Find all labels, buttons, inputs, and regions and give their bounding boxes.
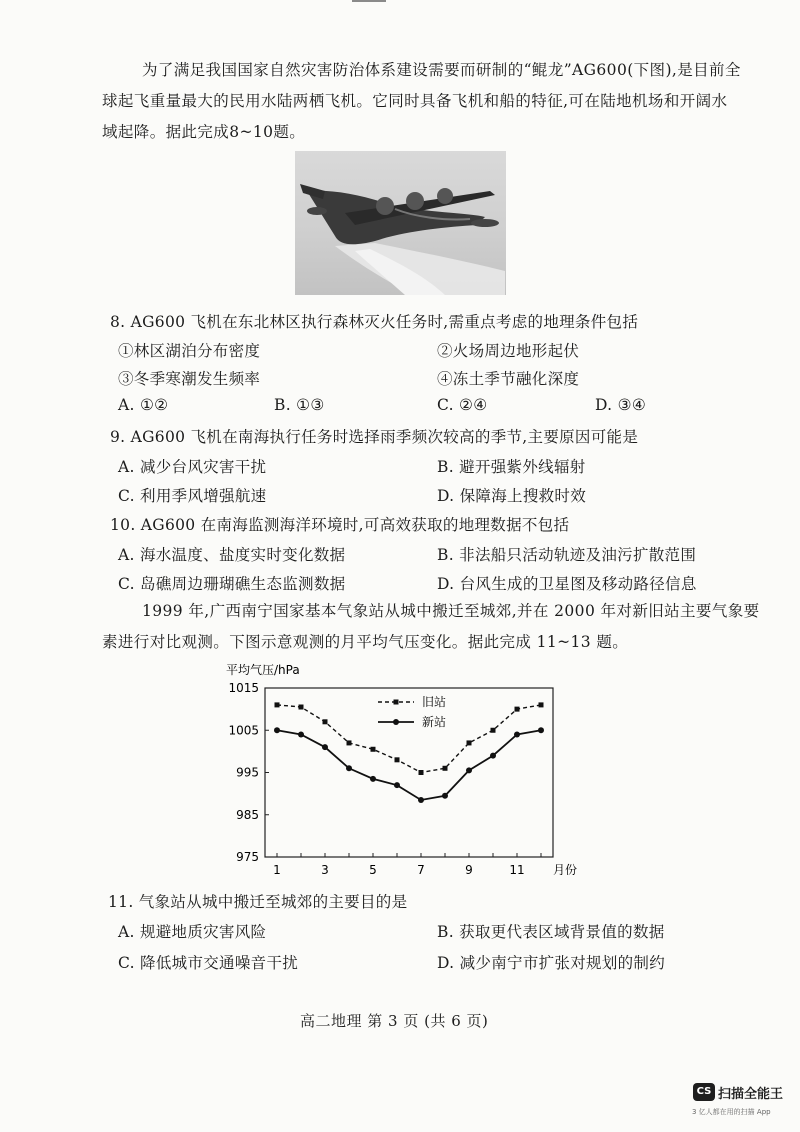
q8-item-1: ①林区湖泊分布密度 — [118, 342, 261, 360]
series-line-旧站 — [277, 705, 541, 773]
q8-option-d: D. ③④ — [595, 396, 647, 414]
data-point — [298, 731, 304, 737]
x-tick-label: 5 — [369, 863, 377, 877]
data-point — [539, 702, 544, 707]
y-axis-label: 平均气压/hPa — [226, 663, 300, 677]
data-point — [323, 719, 328, 724]
data-point — [395, 757, 400, 762]
q9-option-b: B. 避开强紫外线辐射 — [437, 458, 586, 476]
data-point — [370, 776, 376, 782]
data-point — [515, 707, 520, 712]
q10-option-b: B. 非法船只活动轨迹及油污扩散范围 — [437, 546, 697, 564]
q8-option-c: C. ②④ — [437, 396, 488, 414]
plot-frame — [265, 688, 553, 857]
legend-old-marker — [394, 700, 399, 705]
y-tick-label: 995 — [236, 765, 259, 780]
data-point — [419, 770, 424, 775]
question-8-stem: 8. AG600 飞机在东北林区执行森林灭火任务时,需重点考虑的地理条件包括 — [110, 313, 639, 331]
q8-option-b: B. ①③ — [274, 396, 325, 414]
intro2-line: 素进行对比观测。下图示意观测的月平均气压变化。据此完成 11~13 题。 — [102, 633, 629, 651]
q9-option-a: A. 减少台风灾害干扰 — [118, 458, 267, 476]
data-point — [418, 797, 424, 803]
q11-option-a: A. 规避地质灾害风险 — [118, 923, 267, 941]
aircraft-illustration — [295, 151, 506, 295]
data-point — [442, 793, 448, 799]
q8-option-a: A. ①② — [118, 396, 169, 414]
intro-line: 为了满足我国国家自然灾害防治体系建设需要而研制的“鲲龙”AG600(下图),是目前全 — [142, 61, 741, 79]
q8-item-3: ③冬季寒潮发生频率 — [118, 370, 261, 388]
y-tick-label: 975 — [236, 850, 259, 864]
page-footer: 高二地理 第 3 页 (共 6 页) — [300, 1012, 489, 1030]
series-line-新站 — [277, 730, 541, 800]
data-point — [490, 753, 496, 759]
data-point — [394, 782, 400, 788]
q11-option-d: D. 减少南宁市扩张对规划的制约 — [437, 954, 666, 972]
x-axis-label: 月份 — [553, 863, 578, 877]
q11-option-b: B. 获取更代表区域背景值的数据 — [437, 923, 665, 941]
x-tick-label: 1 — [273, 863, 281, 877]
q11-option-c: C. 降低城市交通噪音干扰 — [118, 954, 299, 972]
x-tick-label: 11 — [509, 863, 525, 877]
q9-option-d: D. 保障海上搜救时效 — [437, 487, 587, 505]
q8-item-4: ④冻土季节融化深度 — [437, 370, 580, 388]
legend-old-label: 旧站 — [422, 695, 447, 709]
x-tick-label: 9 — [465, 863, 473, 877]
camscanner-tagline: 3 亿人都在用的扫描 App — [692, 1108, 771, 1116]
x-tick-label: 7 — [417, 863, 425, 877]
question-11-stem: 11. 气象站从城中搬迁至城郊的主要目的是 — [108, 893, 408, 911]
q8-item-2: ②火场周边地形起伏 — [437, 342, 580, 360]
intro2-paragraph — [102, 596, 760, 658]
data-point — [371, 747, 376, 752]
q10-option-a: A. 海水温度、盐度实时变化数据 — [118, 546, 346, 564]
data-point — [538, 727, 544, 733]
intro2-line: 1999 年,广西南宁国家基本气象站从城中搬迁至城郊,并在 2000 年对新旧站主要气象要 — [142, 602, 760, 620]
pressure-line-chart — [220, 660, 600, 885]
data-point — [467, 740, 472, 745]
camscanner-name: 扫描全能王 — [718, 1087, 784, 1102]
data-point — [347, 740, 352, 745]
data-point — [299, 705, 304, 710]
question-9-stem: 9. AG600 飞机在南海执行任务时选择雨季频次较高的季节,主要原因可能是 — [110, 428, 639, 446]
data-point — [443, 766, 448, 771]
ag600-aircraft-photo — [295, 151, 506, 295]
data-point — [514, 731, 520, 737]
intro-line: 球起飞重量最大的民用水陆两栖飞机。它同时具备飞机和船的特征,可在陆地机场和开阔水 — [102, 92, 728, 110]
data-point — [491, 728, 496, 733]
x-tick-label: 3 — [321, 863, 329, 877]
legend-new-label: 新站 — [422, 715, 447, 729]
intro-line: 域起降。据此完成8~10题。 — [102, 123, 306, 141]
legend-new-marker — [393, 719, 399, 725]
y-tick-label: 1005 — [228, 723, 259, 738]
y-tick-label: 985 — [236, 807, 259, 822]
q10-option-d: D. 台风生成的卫星图及移动路径信息 — [437, 575, 697, 593]
data-point — [346, 765, 352, 771]
data-point — [322, 744, 328, 750]
intro-paragraph — [102, 55, 741, 148]
page-top-mark — [352, 0, 386, 2]
q10-option-c: C. 岛礁周边珊瑚礁生态监测数据 — [118, 575, 346, 593]
camscanner-logo-icon: CS — [693, 1083, 715, 1101]
question-10-stem: 10. AG600 在南海监测海洋环境时,可高效获取的地理数据不包括 — [110, 516, 570, 534]
data-point — [275, 702, 280, 707]
data-point — [274, 727, 280, 733]
y-tick-label: 1015 — [228, 681, 259, 695]
q9-option-c: C. 利用季风增强航速 — [118, 487, 267, 505]
data-point — [466, 767, 472, 773]
